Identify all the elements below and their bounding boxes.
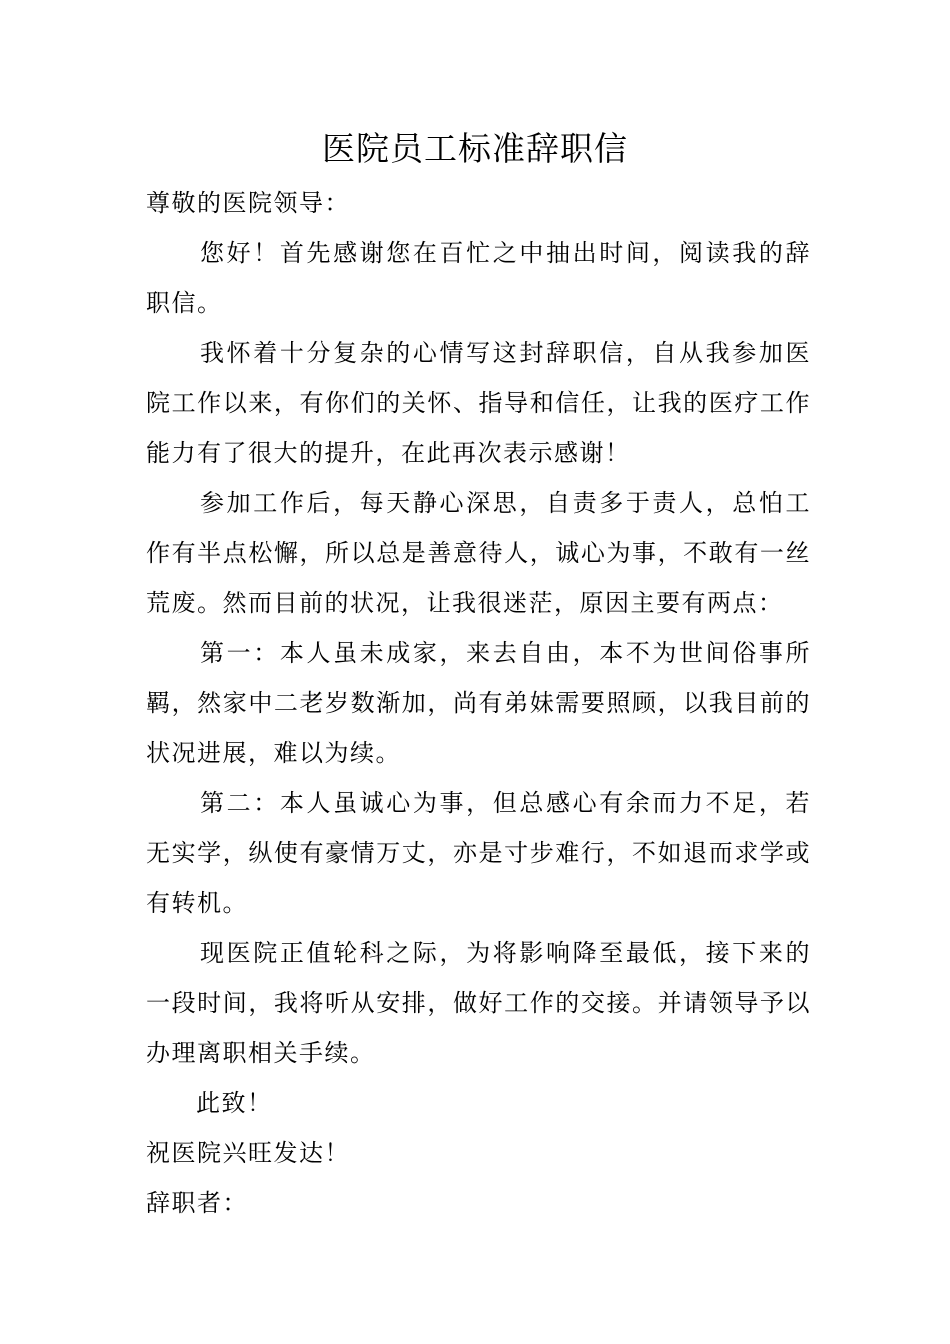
paragraph-handover: 现医院正值轮科之际，为将影响降至最低，接下来的一段时间，我将听从安排，做好工作的交接。并请领导予以办理离职相关手续。 bbox=[146, 939, 811, 1067]
paragraph-gratitude: 我怀着十分复杂的心情写这封辞职信，自从我参加医院工作以来，有你们的关怀、指导和信任，让我的医疗工作能力有了很大的提升，在此再次表示感谢！ bbox=[146, 339, 811, 467]
paragraph-reason-two: 第二：本人虽诚心为事，但总感心有余而力不足，若无实学，纵使有豪情万丈，亦是寸步难行，不如退而求学或有转机。 bbox=[146, 789, 811, 917]
paragraph-reflection: 参加工作后，每天静心深思，自责多于责人，总怕工作有半点松懈，所以总是善意待人，诚心为事，不敢有一丝荒废。然而目前的状况，让我很迷茫，原因主要有两点： bbox=[146, 489, 811, 617]
wish: 祝医院兴旺发达！ bbox=[146, 1139, 350, 1167]
paragraph-reason-one: 第一：本人虽未成家，来去自由，本不为世间俗事所羁，然家中二老岁数渐加，尚有弟妹需要照顾，以我目前的状况进展，难以为续。 bbox=[146, 639, 811, 767]
letter-body bbox=[146, 178, 811, 1228]
salutation: 尊敬的医院领导： bbox=[146, 189, 350, 217]
document-title: 医院员工标准辞职信 bbox=[322, 129, 628, 168]
paragraph-greeting: 您好！首先感谢您在百忙之中抽出时间，阅读我的辞职信。 bbox=[146, 239, 811, 317]
closing: 此致！ bbox=[196, 1089, 273, 1117]
signature-label: 辞职者： bbox=[146, 1189, 248, 1217]
